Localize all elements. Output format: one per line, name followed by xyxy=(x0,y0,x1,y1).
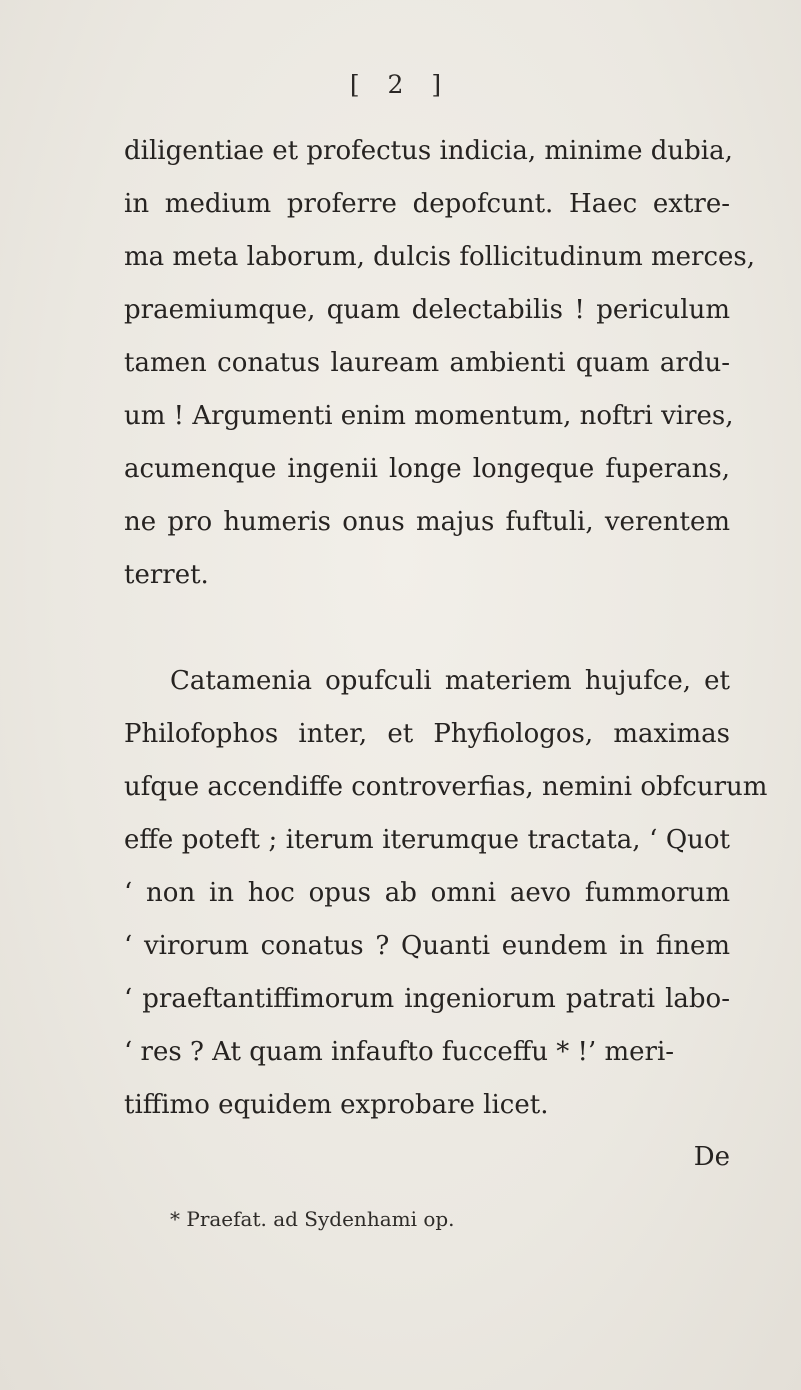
footnote: * Praefat. ad Sydenhami op. xyxy=(170,1207,455,1231)
text-line: ‘ non in hoc opus ab omni aevo fummorum xyxy=(124,878,730,908)
text-line: Catamenia opufculi materiem hujufce, et xyxy=(170,666,730,696)
catchword: De xyxy=(693,1142,730,1172)
text-line: tamen conatus lauream ambienti quam ardu- xyxy=(124,348,730,378)
text-line: tiffimo equidem exprobare licet. xyxy=(124,1090,549,1120)
text-line: um ! Argumenti enim momentum, noftri vires, xyxy=(124,401,734,431)
text-line: praemiumque, quam delectabilis ! periculum xyxy=(124,295,730,325)
text-line: ne pro humeris onus majus fuftuli, verentem xyxy=(124,507,730,537)
text-line: ufque accendiffe controverfias, nemini obfcurum xyxy=(124,772,768,802)
text-line: ma meta laborum, dulcis follicitudinum merces, xyxy=(124,242,756,272)
text-line: ‘ virorum conatus ? Quanti eundem in finem xyxy=(124,931,730,961)
text-line: in medium proferre depofcunt. Haec extre- xyxy=(124,189,730,219)
text-line: acumenque ingenii longe longeque fuperans, xyxy=(124,454,730,484)
text-line: terret. xyxy=(124,560,209,590)
text-line: ‘ res ? At quam infaufto fucceffu * !’ meri- xyxy=(124,1037,675,1067)
text-line: Philofophos inter, et Phyfiologos, maximas xyxy=(124,719,730,749)
text-line: effe poteft ; iterum iterumque tractata, ‘ Quot xyxy=(124,825,730,855)
page-number: [ 2 ] xyxy=(349,70,452,99)
text-line: ‘ praeftantiffimorum ingeniorum patrati labo- xyxy=(124,984,730,1014)
text-line: diligentiae et profectus indicia, minime dubia, xyxy=(124,136,733,166)
